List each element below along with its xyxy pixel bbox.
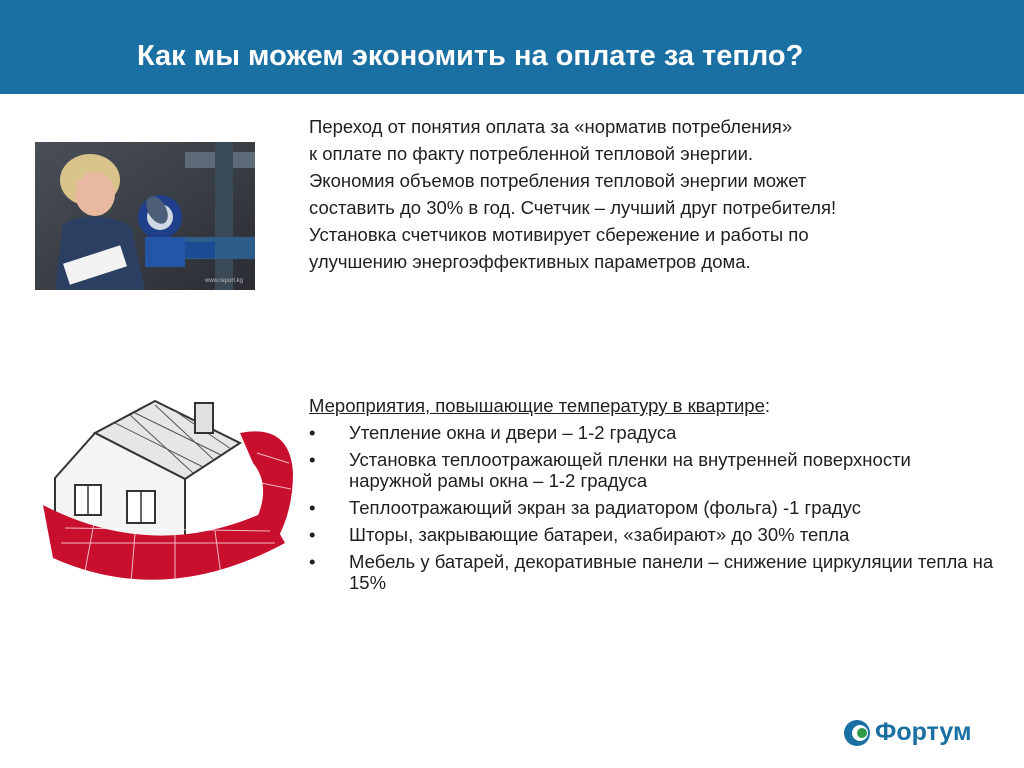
measures-section [309, 395, 999, 599]
list-item-text: Шторы, закрывающие батареи, «забирают» до 30% тепла [349, 524, 850, 545]
list-item [309, 422, 999, 443]
intro-line: Экономия объемов потребления тепловой энергии может [309, 170, 807, 191]
intro-line: Установка счетчиков мотивирует сбережение и работы по [309, 224, 809, 245]
svg-text:www.report.kg: www.report.kg [205, 278, 244, 284]
list-item-text: Мебель у батарей, декоративные панели – снижение циркуляции тепла на 15% [349, 551, 994, 593]
measures-heading [309, 395, 999, 416]
intro-line: улучшению энергоэффективных параметров дома. [309, 251, 751, 272]
logo-text: Фортум [875, 718, 972, 746]
bullet: • [309, 422, 316, 443]
list-item-text: Утепление окна и двери – 1-2 градуса [349, 422, 677, 443]
measures-list [309, 422, 999, 593]
fortum-logo [843, 713, 993, 753]
list-item [309, 524, 999, 545]
meter-photo [35, 142, 255, 290]
intro-paragraph [309, 113, 989, 275]
house-illustration [35, 393, 299, 598]
list-item-text: Теплоотражающий экран за радиатором (фольга) -1 градус [349, 497, 861, 518]
title-bar [0, 0, 1024, 94]
list-item [309, 551, 999, 593]
bullet: • [309, 551, 316, 572]
measures-heading-text: Мероприятия, повышающие температуру в квартире [309, 395, 765, 416]
bullet: • [309, 497, 316, 518]
fortum-logo-icon [843, 715, 873, 751]
measures-heading-colon: : [764, 395, 770, 416]
intro-line: Переход от понятия оплата за «норматив потребления» [309, 116, 793, 137]
bullet: • [309, 524, 316, 545]
list-item [309, 449, 999, 491]
bullet: • [309, 449, 316, 470]
list-item-text: Установка теплоотражающей пленки на внутренней поверхности наружной рамы окна – 1-2 градуса [349, 449, 911, 491]
intro-line: к оплате по факту потребленной тепловой энергии. [309, 143, 754, 164]
list-item [309, 497, 999, 518]
slide-title: Как мы можем экономить на оплате за тепло? [137, 40, 804, 72]
intro-line: составить до 30% в год. Счетчик – лучший друг потребителя! [309, 197, 837, 218]
